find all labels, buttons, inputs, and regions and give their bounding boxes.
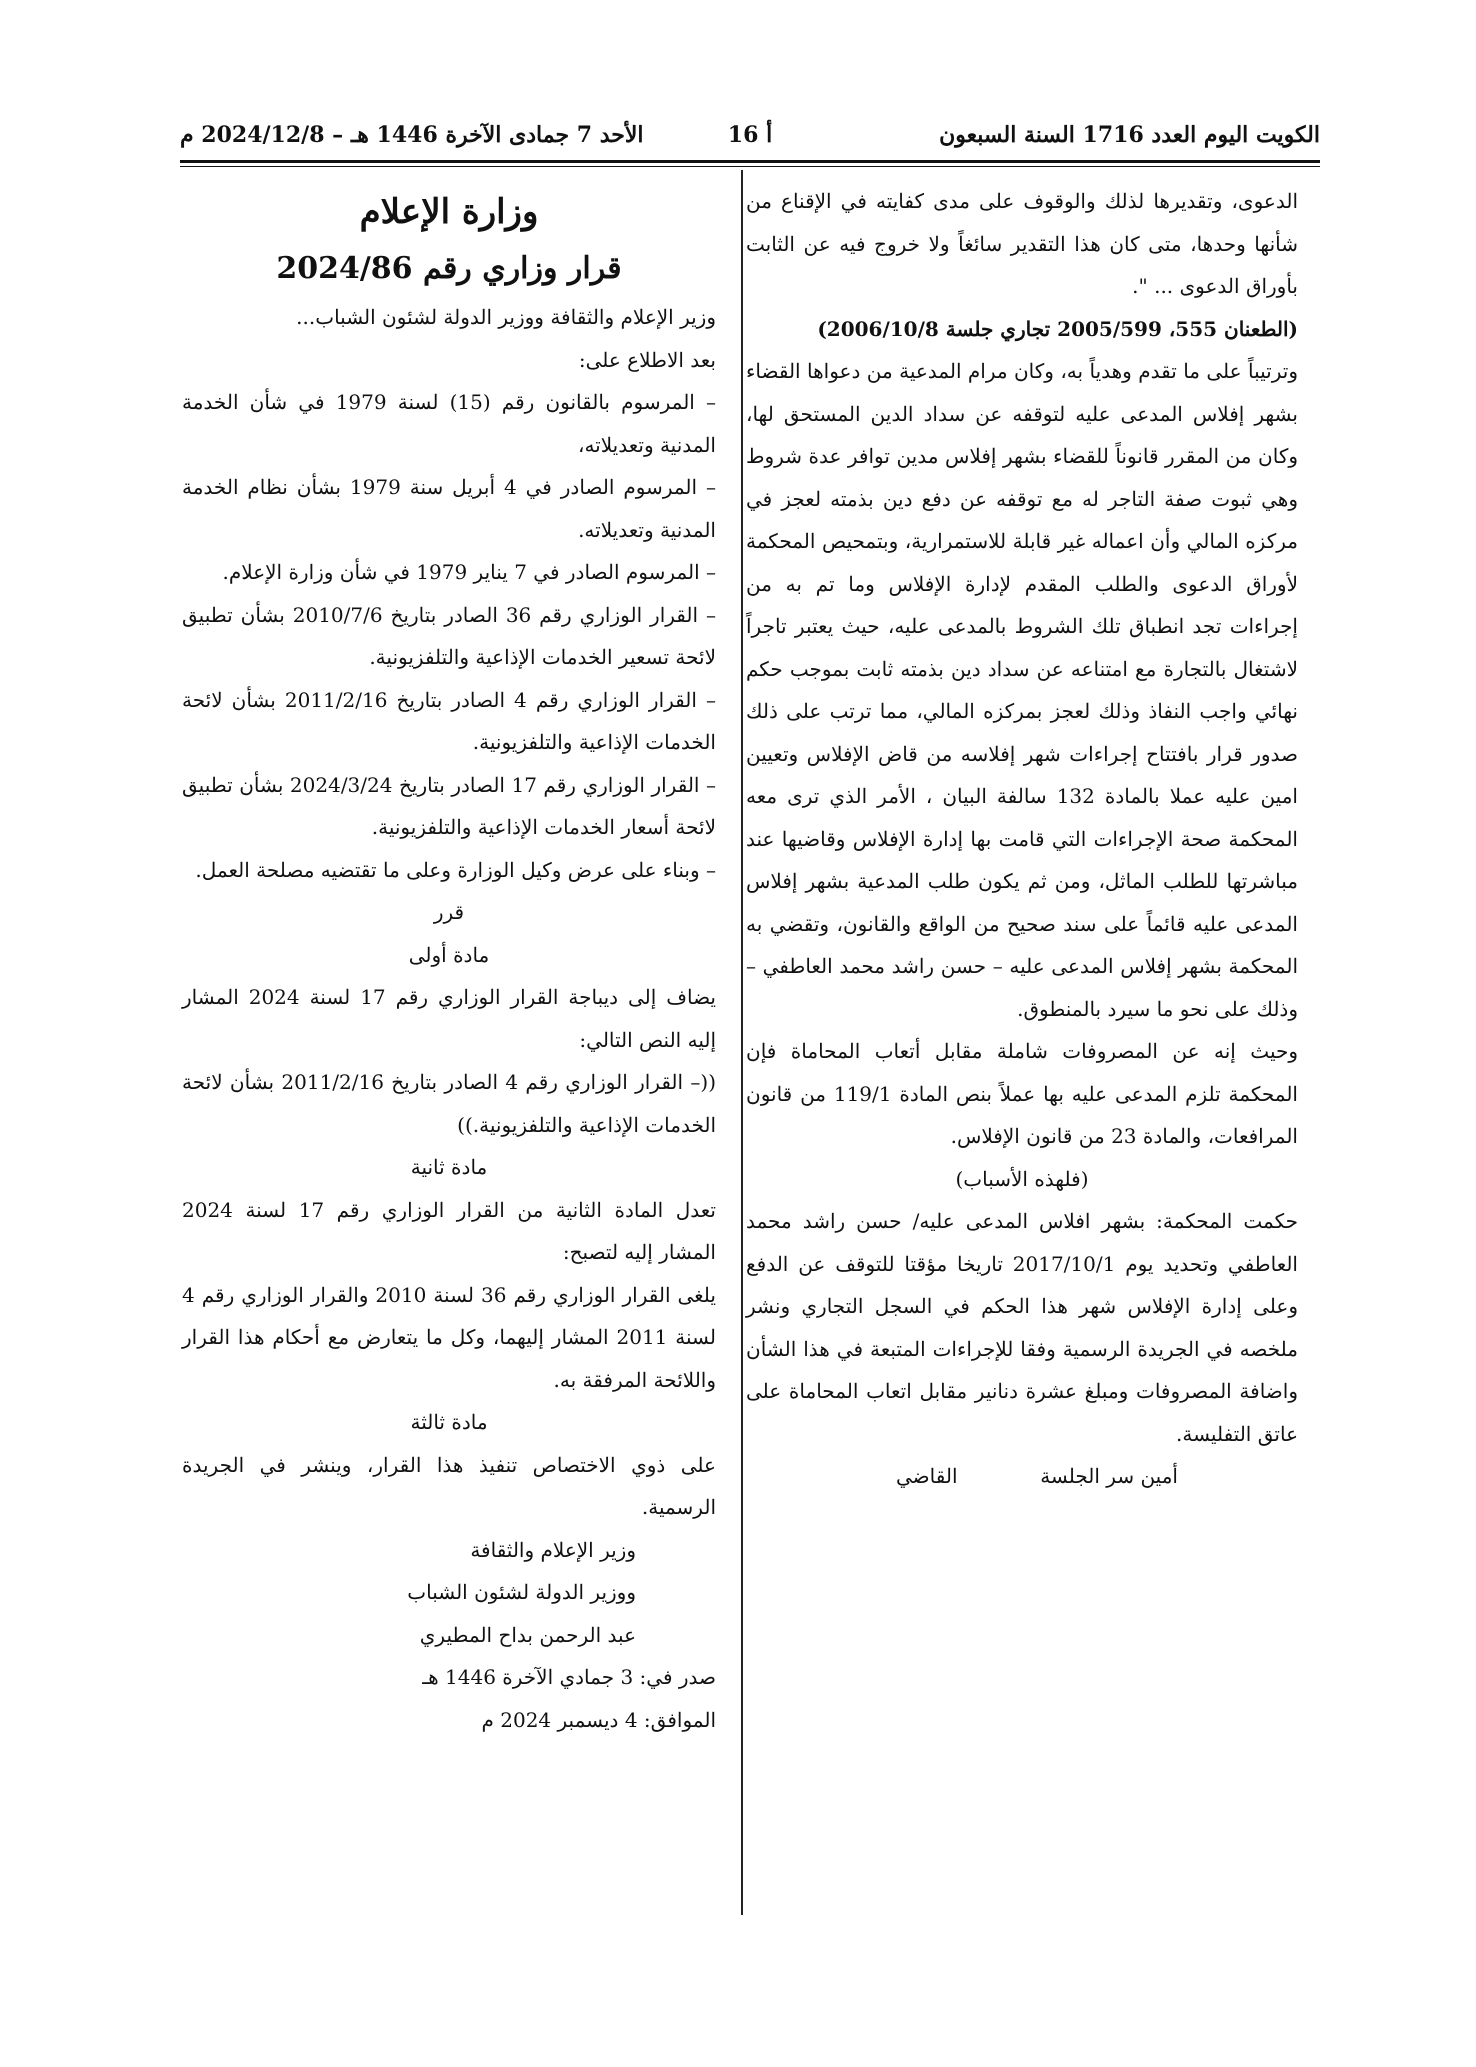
decree-item: – القرار الوزاري رقم 36 الصادر بتاريخ 2010/7/6 بشأن تطبيق لائحة تسعير الخدمات الإذاعية والتلفزيونية. bbox=[182, 602, 716, 669]
ruling-verdict: حكمت المحكمة: بشهر افلاس المدعى عليه/ حسن راشد محمد العاطفي وتحديد يوم 2017/10/1 تاريخا مؤقتا للتوقف عن الدفع وعلى إدارة الإفلاس شهر هذا الحكم في السجل التجاري ونشر ملخصه في الجريدة الرسمية وفقا للإجراءات المتبعة في هذا الشأن واضافة المصروفات ومبلغ عشرة دنانير مقابل اتعاب المحاماة على عاتق التفليسة. bbox=[746, 1209, 1298, 1446]
decree-intro: وزير الإعلام والثقافة ووزير الدولة لشئون الشباب... bbox=[296, 305, 716, 329]
header-rule bbox=[180, 160, 1320, 163]
decree-item: – المرسوم الصادر في 4 أبريل سنة 1979 بشأن نظام الخدمة المدنية وتعديلاته. bbox=[182, 475, 716, 542]
article-2-text: تعدل المادة الثانية من القرار الوزاري رقم 17 لسنة 2024 المشار إليه لتصبح: bbox=[182, 1197, 716, 1264]
issued-date-hijri: صدر في: 3 جمادي الآخرة 1446 هـ bbox=[422, 1665, 716, 1689]
page-header bbox=[180, 112, 1320, 158]
signature-judge: القاضي bbox=[896, 1464, 958, 1488]
article-2-quote: يلغى القرار الوزاري رقم 36 لسنة 2010 والقرار الوزاري رقم 4 لسنة 2011 المشار إليهما، وكل ما يتعارض مع أحكام هذا القرار واللائحة المرفقة به. bbox=[182, 1282, 716, 1392]
ruling-citation: (الطعنان 555، 2005/599 تجاري جلسة 2006/10/8) bbox=[817, 316, 1298, 341]
article-3-text: على ذوي الاختصاص تنفيذ هذا القرار، وينشر في الجريدة الرسمية. bbox=[182, 1452, 716, 1519]
article-1-title: مادة أولى bbox=[408, 942, 490, 967]
ruling-paragraph-3: وحيث إنه عن المصروفات شاملة مقابل أتعاب المحاماة فإن المحكمة تلزم المدعى عليه بها عملاً بنص المادة 119/1 من قانون المرافعات، والمادة 23 من قانون الإفلاس. bbox=[746, 1039, 1298, 1148]
article-2-title: مادة ثانية bbox=[410, 1155, 488, 1179]
decree-item: – وبناء على عرض وكيل الوزارة وعلى ما تقتضيه مصلحة العمل. bbox=[195, 857, 716, 882]
ruling-signatures bbox=[746, 1455, 1298, 1497]
column-divider bbox=[741, 170, 743, 1915]
article-3-title: مادة ثالثة bbox=[410, 1410, 488, 1434]
header-date: الأحد 7 جمادى الآخرة 1446 هـ – 2024/12/8 م bbox=[180, 122, 644, 148]
header-issue: الكويت اليوم العدد 1716 السنة السبعون bbox=[939, 122, 1320, 148]
signature-minister-name: عبد الرحمن بداح المطيري bbox=[419, 1622, 636, 1647]
decree-item: – القرار الوزاري رقم 4 الصادر بتاريخ 2011/2/16 بشأن لائحة الخدمات الإذاعية والتلفزيونية. bbox=[182, 687, 716, 754]
article-1-text: يضاف إلى ديباجة القرار الوزاري رقم 17 لسنة 2024 المشار إليه النص التالي: bbox=[182, 985, 716, 1052]
article-1-quote: ((– القرار الوزاري رقم 4 الصادر بتاريخ 2011/2/16 بشأن لائحة الخدمات الإذاعية والتلفزيونية.)) bbox=[182, 1070, 716, 1137]
signature-minister-title: وزير الإعلام والثقافة bbox=[470, 1537, 636, 1562]
right-column bbox=[746, 180, 1298, 1497]
decree-item: – المرسوم بالقانون رقم (15) لسنة 1979 في شأن الخدمة المدنية وتعديلاته، bbox=[182, 390, 716, 457]
decree-title: قرار وزاري رقم 2024/86 bbox=[276, 251, 622, 286]
decree-item: – المرسوم الصادر في 7 يناير 1979 في شأن وزارة الإعلام. bbox=[222, 560, 716, 584]
decree-item: – القرار الوزاري رقم 17 الصادر بتاريخ 2024/3/24 بشأن تطبيق لائحة أسعار الخدمات الإذاعية والتلفزيونية. bbox=[182, 772, 716, 839]
header-page-number: أ 16 bbox=[727, 122, 773, 148]
ruling-paragraph-2: وترتيباً على ما تقدم وهدياً به، وكان مرام المدعية من دعواها القضاء بشهر إفلاس المدعى عليه لتوقفه عن سداد الدين المستحق لها، وكان من المقرر قانوناً للقضاء بشهر إفلاس مدين توافر عدة شروط وهي ثبوت صفة التاجر له مع توقفه عن دفع دين بذمته لعجز في مركزه المالي وأن اعماله غير قابلة للاستمرارية، وبتمحيص المحكمة لأوراق الدعوى والطلب المقدم لإدارة الإفلاس وما تم به من إجراءات تجد انطباق تلك الشروط بالمدعى عليه، حيث يعتبر تاجراً لاشتغال بالتجارة مع امتناعه عن سداد دين بذمته ثابت بموجب حكم نهائي واجب النفاذ وذلك لعجز بمركزه المالي، مما ترتب على ذلك صدور قرار بافتتاح إجراءات شهر إفلاسه من قاض الإفلاس وتعيين امين عليه عملا بالمادة 132 سالفة البيان ، الأمر الذي ترى معه المحكمة صحة الإجراءات التي قامت بها إدارة الإفلاس وقاضيها عند مباشرتها للطلب الماثل، ومن ثم يكون طلب المدعية بشهر إفلاس المدعى عليه قائماً على سند صحيح من الواقع والقانون، وتقضي به المحكمة بشهر إفلاس المدعى عليه – حسن راشد محمد العاطفي – وذلك على نحو ما سيرد بالمنطوق. bbox=[746, 359, 1299, 1021]
decree-after-review: بعد الاطلاع على: bbox=[578, 347, 716, 372]
signature-secretary: أمين سر الجلسة bbox=[1040, 1464, 1178, 1488]
header-rule-thin bbox=[180, 166, 1320, 167]
ministry-title: وزارة الإعلام bbox=[359, 192, 539, 232]
decree-decided: قرر bbox=[433, 900, 465, 924]
signature-minister-title-2: ووزير الدولة لشئون الشباب bbox=[407, 1580, 636, 1604]
issued-date-gregorian: الموافق: 4 ديسمبر 2024 م bbox=[481, 1707, 716, 1732]
ruling-paragraph-1: الدعوى، وتقديرها لذلك والوقوف على مدى كفايته في الإقناع من شأنها وحدها، متى كان هذا التقدير سائغاً ولا خروج فيه عن الثابت بأوراق الدعوى ... ". bbox=[746, 189, 1298, 298]
left-column bbox=[182, 180, 716, 1741]
ruling-reasons-heading: (فلهذه الأسباب) bbox=[955, 1166, 1089, 1191]
